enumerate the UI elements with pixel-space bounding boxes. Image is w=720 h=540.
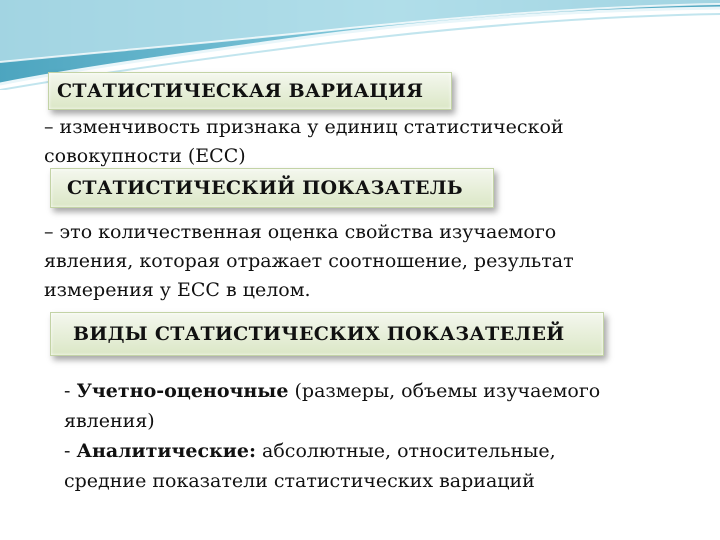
- text-line: измерения у ЕСС в целом.: [44, 279, 311, 301]
- definition-variation: [44, 113, 564, 171]
- text-line: – изменчивость признака у единиц статистической: [44, 116, 564, 138]
- text-line: явления, которая отражает соотношение, результат: [44, 250, 574, 272]
- list-item: [64, 376, 600, 406]
- heading-text: ВИДЫ СТАТИСТИЧЕСКИХ ПОКАЗАТЕЛЕЙ: [73, 323, 565, 345]
- list-item-continuation: средние показатели статистических вариаций: [64, 470, 535, 492]
- list-text: абсолютные, относительные,: [256, 440, 556, 462]
- list-item: [64, 436, 600, 466]
- list-term: Аналитические:: [76, 440, 256, 462]
- definition-indicator: [44, 218, 574, 305]
- heading-text: СТАТИСТИЧЕСКАЯ ВАРИАЦИЯ: [57, 80, 424, 102]
- list-dash: -: [64, 380, 77, 402]
- indicator-types-list: [64, 376, 600, 496]
- text-line: совокупности (ЕСС): [44, 145, 246, 167]
- list-item-continuation: явления): [64, 410, 155, 432]
- heading-statistical-variation: [48, 72, 452, 110]
- list-text: (размеры, объемы изучаемого: [288, 380, 601, 402]
- heading-types-of-indicators: [50, 312, 604, 356]
- heading-statistical-indicator: [50, 168, 494, 208]
- text-line: – это количественная оценка свойства изучаемого: [44, 221, 557, 243]
- heading-text: СТАТИСТИЧЕСКИЙ ПОКАЗАТЕЛЬ: [67, 177, 463, 199]
- list-dash: -: [64, 440, 77, 462]
- list-term: Учетно-оценочные: [76, 380, 289, 402]
